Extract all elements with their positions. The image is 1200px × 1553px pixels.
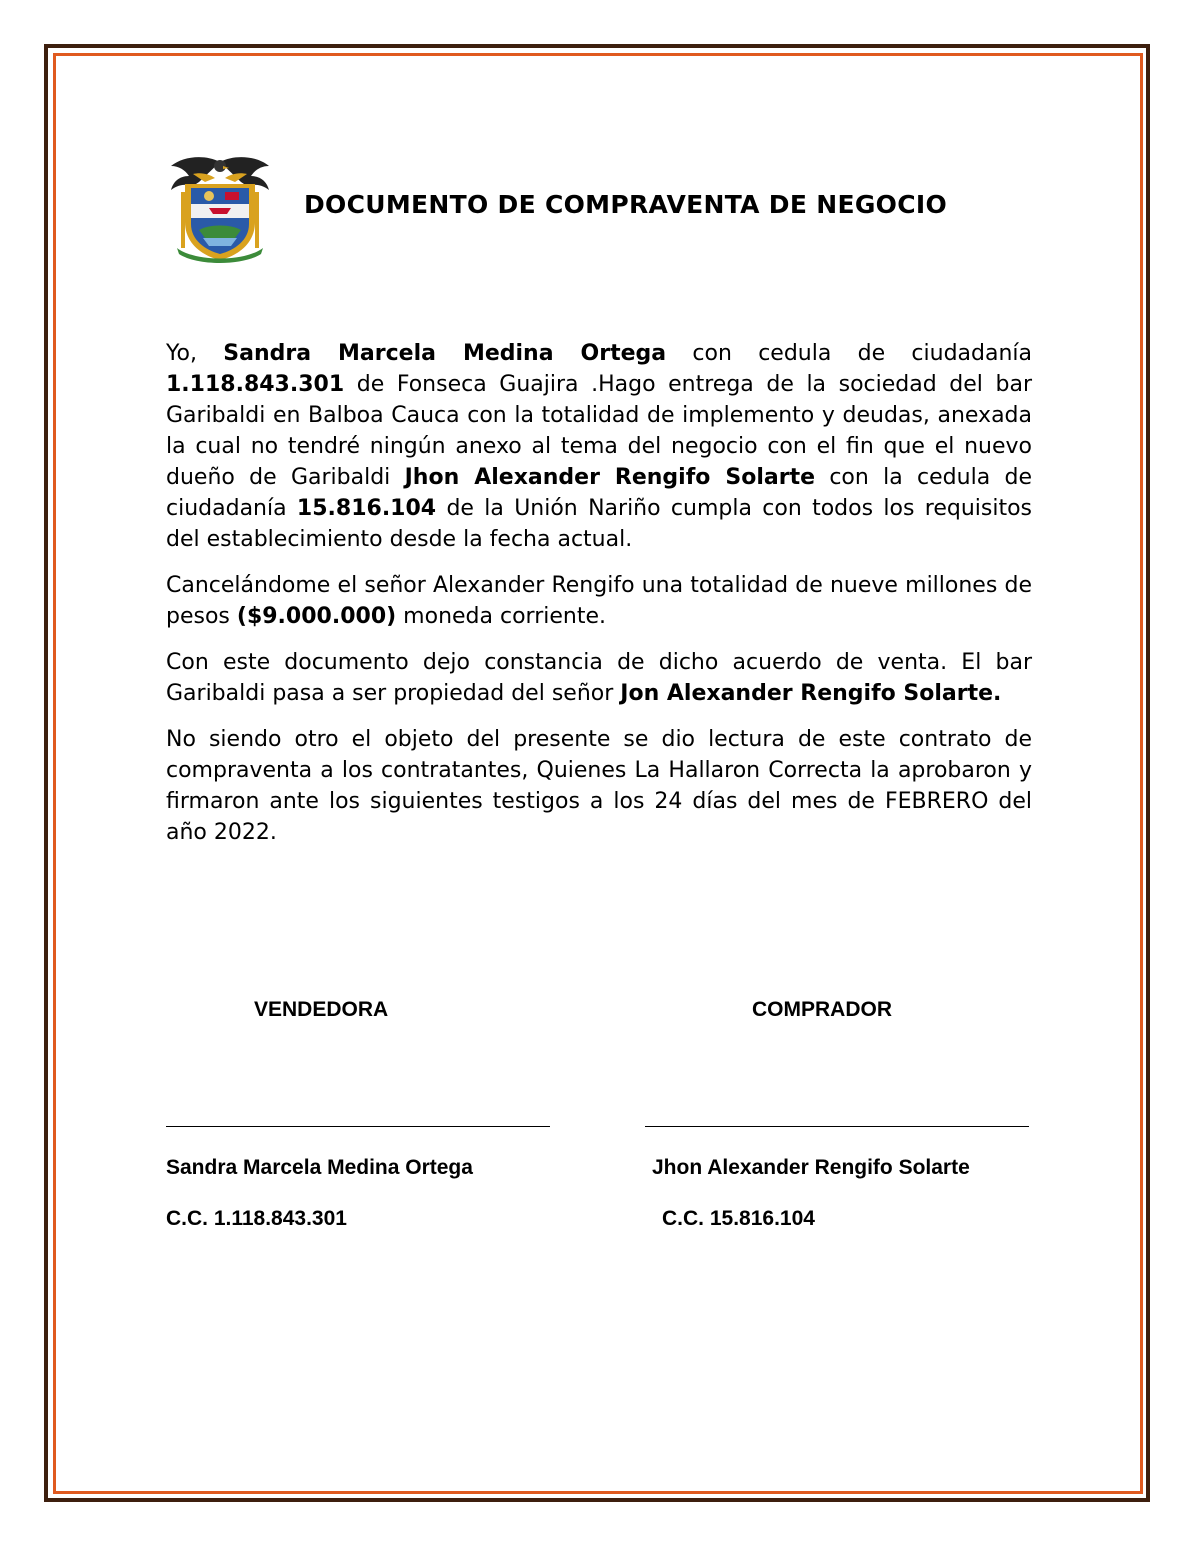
- document-title: DOCUMENTO DE COMPRAVENTA DE NEGOCIO: [304, 190, 947, 219]
- new-owner-name: Jon Alexander Rengifo Solarte.: [620, 681, 1002, 706]
- seller-role-label: VENDEDORA: [254, 998, 389, 1021]
- seller-signature-line: [166, 1126, 550, 1127]
- buyer-id: 15.816.104: [296, 496, 437, 521]
- paragraph-ownership: Con este documento dejo constancia de dicho acuerdo de venta. El bar Garibaldi pasa a ser propiedad del señor Jon Alexander Rengifo Solarte.: [166, 650, 1032, 706]
- buyer-signature-name: Jhon Alexander Rengifo Solarte: [652, 1156, 970, 1179]
- buyer-name: Jhon Alexander Rengifo Solarte: [404, 465, 816, 490]
- colombia-coat-of-arms-icon: [165, 152, 275, 264]
- seller-id: 1.118.843.301: [166, 372, 345, 397]
- seller-signature-id: C.C. 1.118.843.301: [166, 1207, 347, 1230]
- seller-name: Sandra Marcela Medina Ortega: [223, 341, 667, 366]
- paragraph-seller-statement: Yo, Sandra Marcela Medina Ortega con cedula de ciudadanía 1.118.843.301 de Fonseca Guajira .Hago entrega de la sociedad del bar Garibaldi en Balboa Cauca con la totalidad de implemento y deudas, anexada la cual no tendré ningún anexo al tema del negocio con el fin que el nuevo dueño de Garibaldi Jhon Alexander Rengifo Solarte con la cedula de ciudadanía 15.816.104 de la Unión Nariño cumpla con todos los requisitos del establecimiento desde la fecha actual.: [166, 341, 1033, 552]
- document-body: [166, 338, 1032, 863]
- paragraph-payment: Cancelándome el señor Alexander Rengifo una totalidad de nueve millones de pesos ($9.000.000) moneda corriente.: [166, 573, 1032, 629]
- paragraph-closing: No siendo otro el objeto del presente se dio lectura de este contrato de compraventa a los contratantes, Quienes La Hallaron Correcta la aprobaron y firmaron ante los siguientes testigos a los 24 días del mes de FEBRERO del año 2022.: [166, 727, 1032, 845]
- buyer-role-label: COMPRADOR: [752, 998, 892, 1021]
- payment-amount: ($9.000.000): [236, 604, 397, 629]
- buyer-signature-id: C.C. 15.816.104: [662, 1207, 815, 1230]
- seller-signature-name: Sandra Marcela Medina Ortega: [166, 1156, 473, 1179]
- buyer-signature-line: [645, 1126, 1029, 1127]
